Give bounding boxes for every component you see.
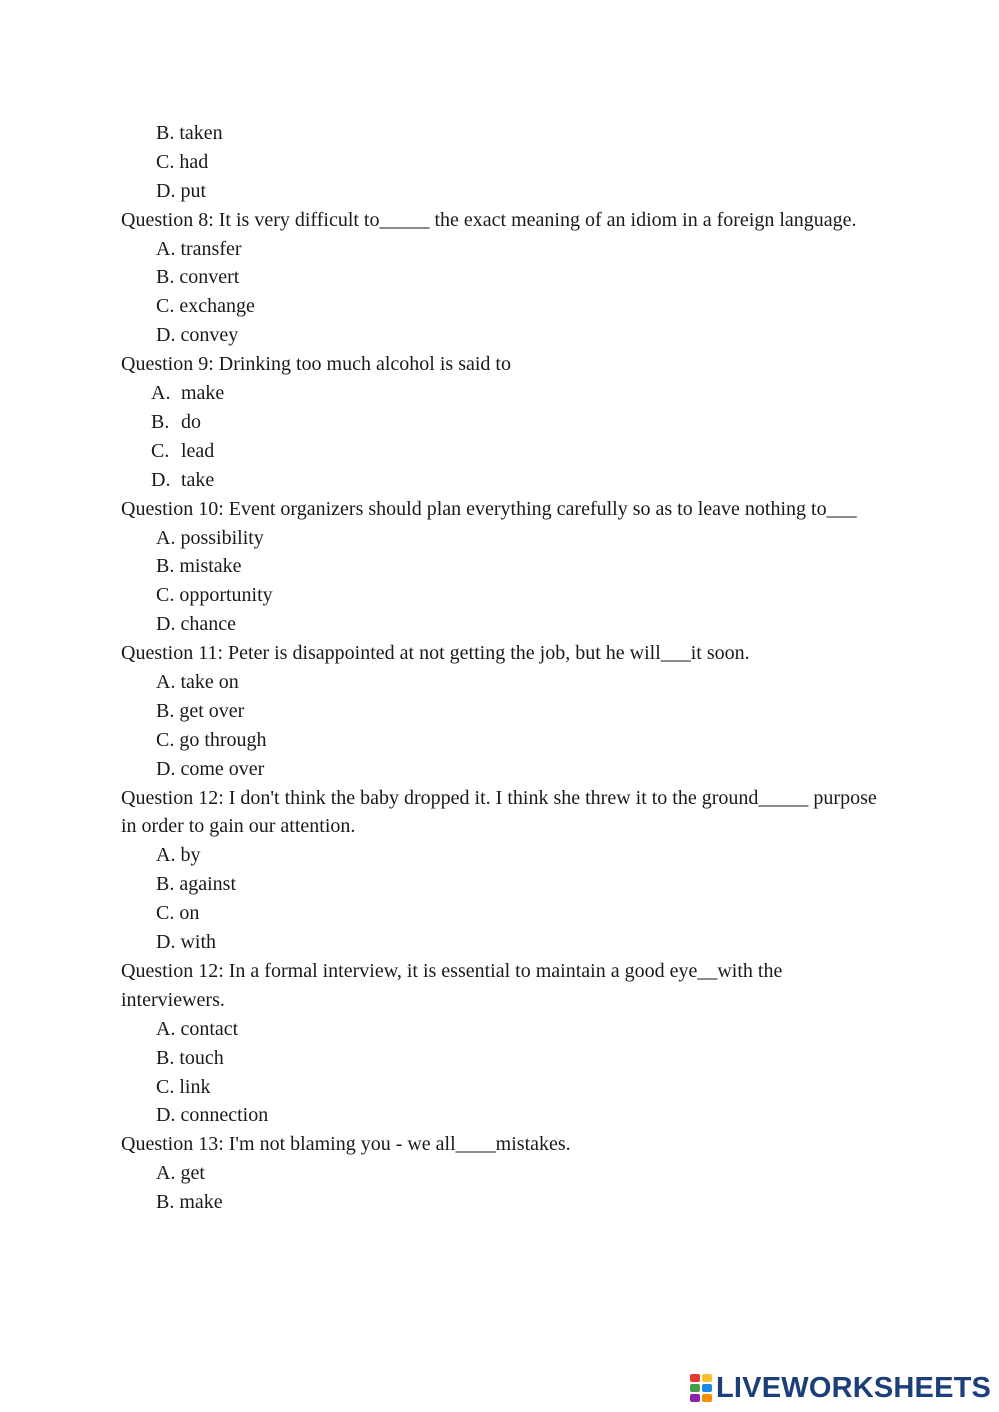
logo-square: [690, 1394, 700, 1402]
option-letter: A.: [156, 526, 176, 549]
option-letter: D.: [156, 757, 176, 780]
question-text: Question 10: Event organizers should plan everything carefully so as to leave nothing to___: [121, 497, 857, 520]
question-text: Question 9: Drinking too much alcohol is said to: [121, 353, 511, 376]
option-text: get: [180, 1162, 205, 1185]
option-text: go through: [179, 728, 267, 751]
option-letter: C.: [156, 584, 175, 607]
question-text: Question 13: I'm not blaming you - we all____mistakes.: [121, 1133, 571, 1156]
option-text: against: [179, 873, 236, 896]
option-text: convert: [179, 266, 240, 289]
option-text: put: [180, 179, 207, 202]
option-text: link: [179, 1075, 211, 1098]
option-text: chance: [180, 613, 236, 636]
question-text: Question 11: Peter is disappointed at not getting the job, but he will___it soon.: [121, 642, 750, 665]
option-text: connection: [180, 1104, 269, 1127]
answer-option: [121, 899, 891, 928]
option-letter: D.: [151, 468, 171, 491]
option-text: taken: [179, 122, 223, 144]
answer-option: [121, 524, 891, 553]
option-text: transfer: [180, 237, 242, 260]
answer-option: [121, 119, 891, 148]
answer-option: [121, 726, 891, 755]
answer-option: [121, 1044, 891, 1073]
option-letter: A.: [156, 1162, 176, 1185]
answer-option: [121, 379, 891, 408]
option-letter: C.: [156, 295, 175, 318]
option-text: convey: [180, 324, 239, 347]
option-letter: D.: [156, 179, 176, 202]
answer-option: [121, 668, 891, 697]
option-letter: C.: [156, 150, 175, 173]
option-letter: D.: [156, 931, 176, 954]
option-letter: A.: [156, 844, 176, 867]
answer-option: [121, 841, 891, 870]
answer-option: [121, 1073, 891, 1102]
answer-option: [121, 466, 891, 495]
question-text: Question 8: It is very difficult to_____ the exact meaning of an idiom in a foreign language.: [121, 208, 857, 231]
question-text: Question 12: I don't think the baby dropped it. I think she threw it to the ground_____ purpose in order to gain our attention.: [121, 786, 877, 838]
option-text: possibility: [180, 526, 264, 549]
answer-option: [121, 610, 891, 639]
answer-option: [121, 1159, 891, 1188]
option-letter: A.: [151, 382, 171, 405]
answer-option: [121, 870, 891, 899]
answer-option: [121, 1015, 891, 1044]
option-text: by: [180, 844, 201, 867]
answer-option: [121, 321, 891, 350]
option-text: mistake: [179, 555, 242, 578]
logo-square: [702, 1394, 712, 1402]
logo-square: [690, 1374, 700, 1382]
option-text: on: [179, 902, 200, 925]
option-letter: C.: [151, 439, 170, 462]
answer-option: [121, 1101, 891, 1130]
answer-option: [121, 263, 891, 292]
option-text: make: [181, 382, 225, 405]
option-letter: B.: [156, 555, 175, 578]
option-text: contact: [180, 1017, 239, 1040]
option-text: take on: [180, 670, 239, 693]
option-text: make: [179, 1191, 223, 1214]
option-text: touch: [179, 1046, 224, 1069]
option-letter: D.: [156, 1104, 176, 1127]
answer-option: [121, 928, 891, 957]
option-text: had: [179, 150, 209, 173]
option-text: do: [181, 410, 201, 433]
answer-option: [121, 177, 891, 206]
answer-option: [121, 148, 891, 177]
option-letter: C.: [156, 728, 175, 751]
logo-text: LIVEWORKSHEETS: [716, 1371, 992, 1404]
option-letter: B.: [156, 122, 175, 144]
answer-option: [121, 408, 891, 437]
option-letter: B.: [156, 1046, 175, 1069]
option-letter: A.: [156, 1017, 176, 1040]
question-text: Question 12: In a formal interview, it is essential to maintain a good eye__with the interviewers.: [121, 959, 783, 1011]
logo-square: [690, 1384, 700, 1392]
option-text: opportunity: [179, 584, 273, 607]
option-text: come over: [180, 757, 265, 780]
logo-square: [702, 1384, 712, 1392]
option-letter: B.: [156, 873, 175, 896]
option-text: lead: [181, 439, 215, 462]
option-text: get over: [179, 699, 245, 722]
answer-option: [121, 292, 891, 321]
option-letter: C.: [156, 1075, 175, 1098]
option-text: exchange: [179, 295, 255, 318]
answer-option: [121, 581, 891, 610]
option-letter: A.: [156, 670, 176, 693]
option-letter: A.: [156, 237, 176, 260]
option-letter: B.: [156, 1191, 175, 1214]
option-letter: C.: [156, 902, 175, 925]
answer-option: [121, 437, 891, 466]
option-letter: D.: [156, 613, 176, 636]
option-letter: D.: [156, 324, 176, 347]
answer-option: [121, 235, 891, 264]
answer-option: [121, 552, 891, 581]
option-text: with: [180, 931, 217, 954]
option-letter: B.: [156, 266, 175, 289]
option-letter: B.: [151, 410, 170, 433]
option-text: take: [181, 468, 215, 491]
question-list: [121, 119, 891, 1217]
logo-square: [702, 1374, 712, 1382]
option-letter: B.: [156, 699, 175, 722]
liveworksheets-logo-icon: [690, 1374, 712, 1402]
answer-option: [121, 1188, 891, 1217]
answer-option: [121, 755, 891, 784]
liveworksheets-logo[interactable]: [690, 1370, 991, 1406]
answer-option: [121, 697, 891, 726]
